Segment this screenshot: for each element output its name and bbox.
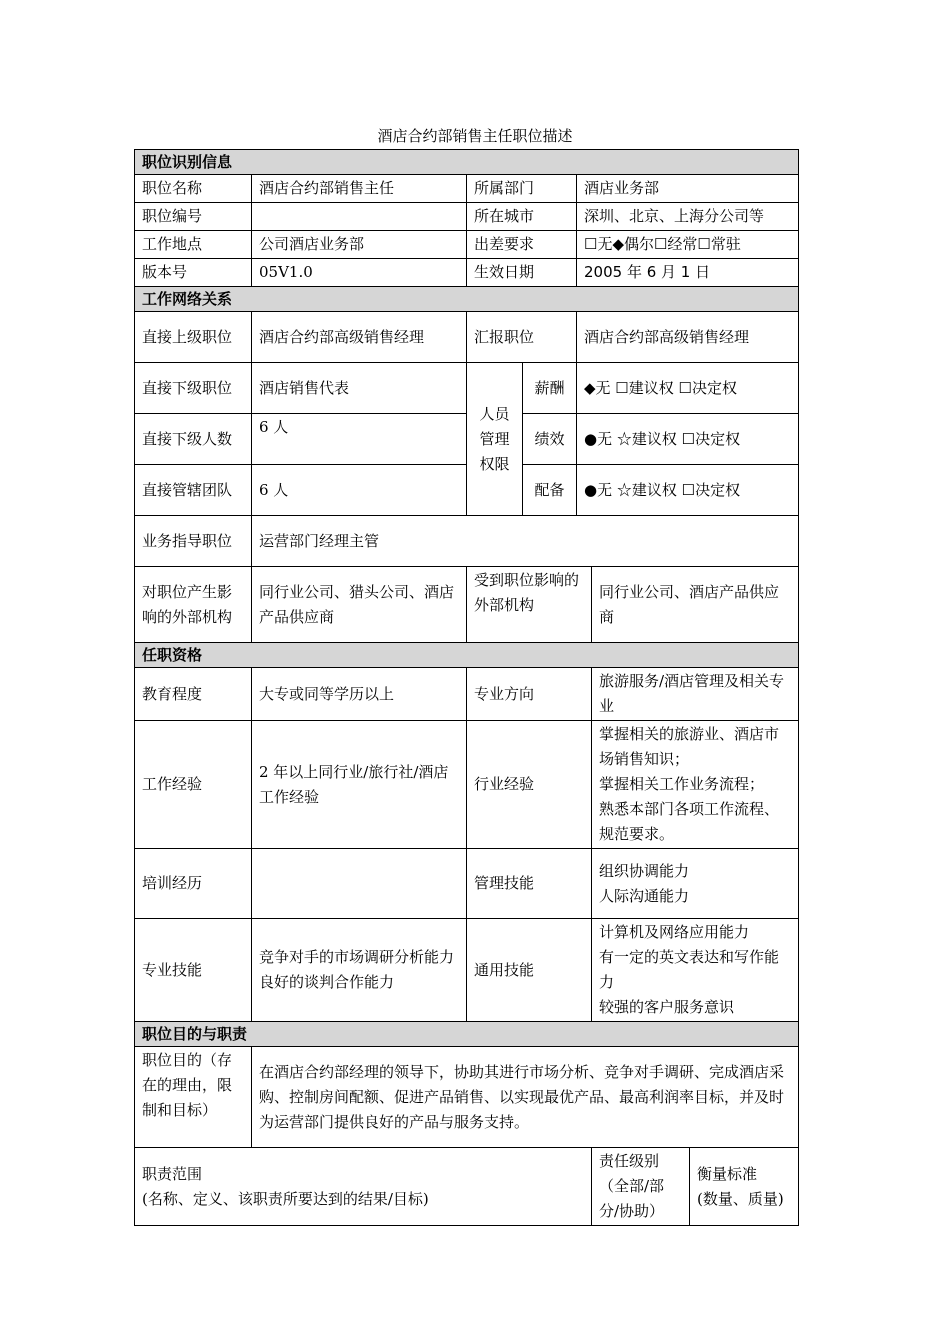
work-place-label: 工作地点 <box>135 231 252 259</box>
experience-label: 工作经验 <box>135 721 252 849</box>
major-label: 专业方向 <box>467 668 592 721</box>
professional-skill-line: 竞争对手的市场调研分析能力 <box>259 948 455 966</box>
industry-experience-value <box>592 721 799 849</box>
report-value: 酒店合约部高级销售经理 <box>577 312 799 363</box>
measure-header <box>690 1148 799 1226</box>
measure-label: 衡量标准 <box>697 1164 758 1183</box>
major-value: 旅游服务/酒店管理及相关专业 <box>592 668 799 721</box>
purpose-value: 在酒店合约部经理的领导下，协助其进行市场分析、竞争对手调研、完成酒店采购、控制房间配额、促进产品销售、以实现最优产品、最高利润率目标，并及时为运营部门提供良好的产品与服务支持。 <box>252 1047 799 1148</box>
department-value: 酒店业务部 <box>577 175 799 203</box>
effective-date-label: 生效日期 <box>467 259 577 287</box>
travel-label: 出差要求 <box>467 231 577 259</box>
position-name-label: 职位名称 <box>135 175 252 203</box>
work-place-value: 公司酒店业务部 <box>252 231 467 259</box>
training-value <box>252 849 467 919</box>
professional-skill-line: 良好的谈判合作能力 <box>259 973 395 991</box>
department-label: 所属部门 <box>467 175 577 203</box>
staffing-value: ●无 ☆建议权 ☐决定权 <box>577 465 799 516</box>
professional-skill-label: 专业技能 <box>135 919 252 1022</box>
industry-line: 熟悉本部门各项工作流程、规范要求。 <box>599 800 780 843</box>
superior-label: 直接上级职位 <box>135 312 252 363</box>
purpose-label: 职位目的（存在的理由，限制和目标） <box>135 1047 252 1148</box>
performance-value: ●无 ☆建议权 ☐决定权 <box>577 414 799 465</box>
position-code-label: 职位编号 <box>135 203 252 231</box>
education-label: 教育程度 <box>135 668 252 721</box>
measure-note: (数量、质量) <box>697 1189 784 1208</box>
management-skill-line: 组织协调能力 <box>599 861 690 880</box>
job-description-table <box>134 149 799 1226</box>
salary-label: 薪酬 <box>523 363 577 414</box>
external-label: 对职位产生影响的外部机构 <box>135 567 252 643</box>
general-skill-line: 有一定的英文表达和写作能力 <box>599 948 780 991</box>
scope-label: 职责范围 <box>142 1164 203 1183</box>
superior-value: 酒店合约部高级销售经理 <box>252 312 467 363</box>
scope-note: (名称、定义、该职责所要达到的结果/目标) <box>142 1189 429 1208</box>
team-label: 直接管辖团队 <box>135 465 252 516</box>
position-code-value <box>252 203 467 231</box>
city-value: 深圳、北京、上海分公司等 <box>577 203 799 231</box>
industry-line: 掌握相关的旅游业、酒店市场销售知识； <box>599 725 780 768</box>
level-label: 责任级别（全部/部分/协助） <box>592 1148 690 1226</box>
affected-label: 受到职位影响的外部机构 <box>467 567 592 643</box>
report-label: 汇报职位 <box>467 312 577 363</box>
guide-label: 业务指导职位 <box>135 516 252 567</box>
industry-experience-label: 行业经验 <box>467 721 592 849</box>
professional-skill-value <box>252 919 467 1022</box>
management-skill-value <box>592 849 799 919</box>
subordinate-label: 直接下级职位 <box>135 363 252 414</box>
authority-label: 人员管理权限 <box>467 363 523 516</box>
section-network: 工作网络关系 <box>135 287 799 312</box>
travel-value: ☐无◆偶尔☐经常☐常驻 <box>577 231 799 259</box>
experience-value: 2 年以上同行业/旅行社/酒店工作经验 <box>252 721 467 849</box>
city-label: 所在城市 <box>467 203 577 231</box>
team-value: 6 人 <box>252 465 467 516</box>
subordinate-count-label: 直接下级人数 <box>135 414 252 465</box>
subordinate-value: 酒店销售代表 <box>252 363 467 414</box>
section-purpose: 职位目的与职责 <box>135 1022 799 1047</box>
education-value: 大专或同等学历以上 <box>252 668 467 721</box>
staffing-label: 配备 <box>523 465 577 516</box>
section-qualification: 任职资格 <box>135 643 799 668</box>
performance-label: 绩效 <box>523 414 577 465</box>
management-skill-label: 管理技能 <box>467 849 592 919</box>
affected-value: 同行业公司、酒店产品供应商 <box>592 567 799 643</box>
external-value: 同行业公司、猎头公司、酒店产品供应商 <box>252 567 467 643</box>
general-skill-label: 通用技能 <box>467 919 592 1022</box>
general-skill-line: 计算机及网络应用能力 <box>599 923 750 941</box>
position-name-value: 酒店合约部销售主任 <box>252 175 467 203</box>
general-skill-value <box>592 919 799 1022</box>
effective-date-value: 2005 年 6 月 1 日 <box>577 259 799 287</box>
industry-line: 掌握相关工作业务流程； <box>599 775 765 793</box>
management-skill-line: 人际沟通能力 <box>599 886 690 905</box>
subordinate-count-value: 6 人 <box>252 414 467 465</box>
salary-value: ◆无 ☐建议权 ☐决定权 <box>577 363 799 414</box>
general-skill-line: 较强的客户服务意识 <box>599 998 735 1016</box>
training-label: 培训经历 <box>135 849 252 919</box>
guide-value: 运营部门经理主管 <box>252 516 799 567</box>
version-label: 版本号 <box>135 259 252 287</box>
version-value: 05V1.0 <box>252 259 467 287</box>
document-title: 酒店合约部销售主任职位描述 <box>377 127 573 145</box>
scope-header <box>135 1148 592 1226</box>
section-identity: 职位识别信息 <box>135 150 799 175</box>
